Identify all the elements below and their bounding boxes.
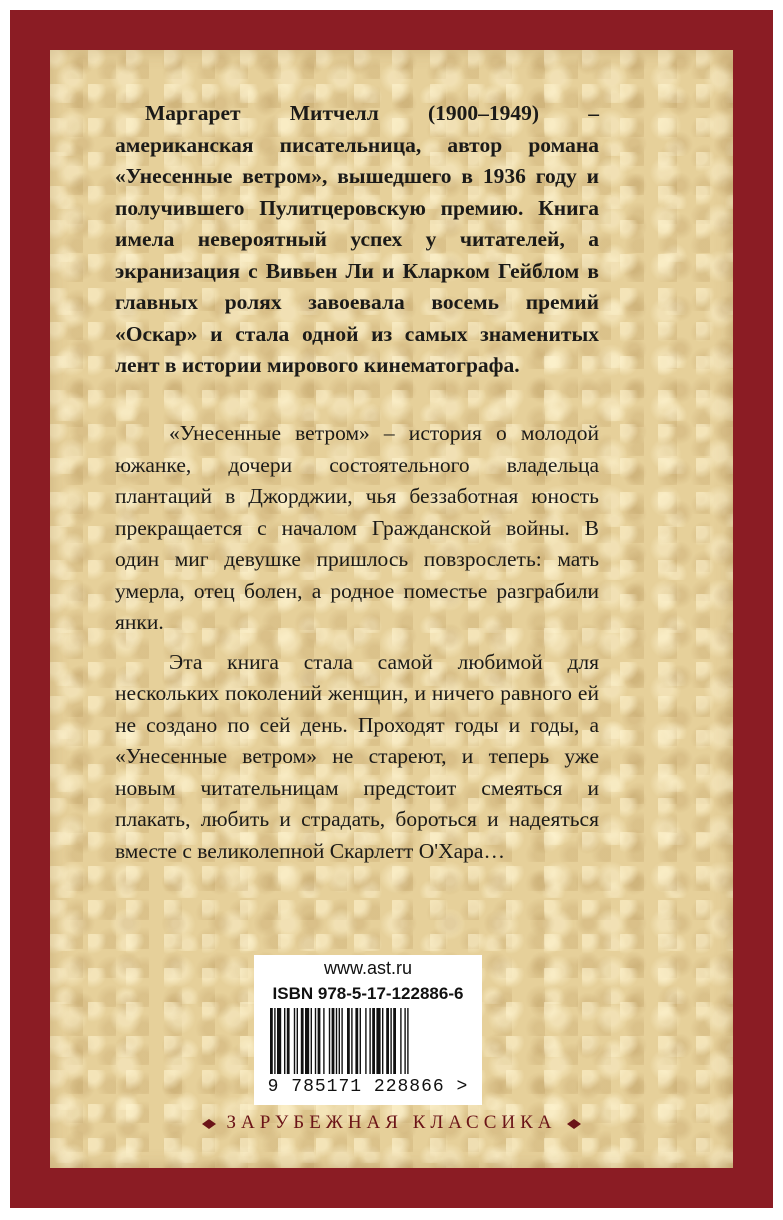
barcode-bars [266,1008,470,1076]
description-paragraph-2: Эта книга стала самой любимой для нескольких поколений женщин, и ничего равного ей не создано по сей день. Проходят годы и годы, а «Унесенные ветром» не стареют, и теперь уже новым читательницам предстоит смеяться и плакать, любить и страдать, бороться и надеяться вместе с великолепной Скарлетт О'Хара… [115,649,599,863]
right-ornament-icon [566,1118,582,1130]
isbn-number: ISBN 978-5-17-122886-6 [272,984,464,1003]
author-bio [115,98,599,382]
description-paragraph-1: «Унесенные ветром» – история о молодой южанке, дочери состоятельного владельца плантаций в Джорджии, чья беззаботная юность прекращается с началом Гражданской войны. В один миг девушке пришлось повзрослеть: мать умерла, отец болен, а родное поместье разграбили янки. [115,421,599,634]
book-description [115,418,599,875]
series-title [0,1112,783,1134]
publisher-url: www.ast.ru [323,958,413,978]
series-label: ЗАРУБЕЖНАЯ КЛАССИКА [226,1112,557,1133]
author-bio-text: Маргарет Митчелл (1900–1949) – американская писательница, автор романа «Унесенные ветром», вышедшего в 1936 году и получившего Пулитцеровскую премию. Книга имела невероятный успех у читателей, а экранизация с Вивьен Ли и Кларком Гейблом в главных ролях завоевала восемь премий «Оскар» и стала одной из самых знаменитых лент в истории мирового кинематографа. [115,101,599,377]
left-ornament-icon [201,1118,217,1130]
barcode-digits: 9 785171 228866 > [267,1077,469,1097]
barcode-block [254,955,482,1105]
